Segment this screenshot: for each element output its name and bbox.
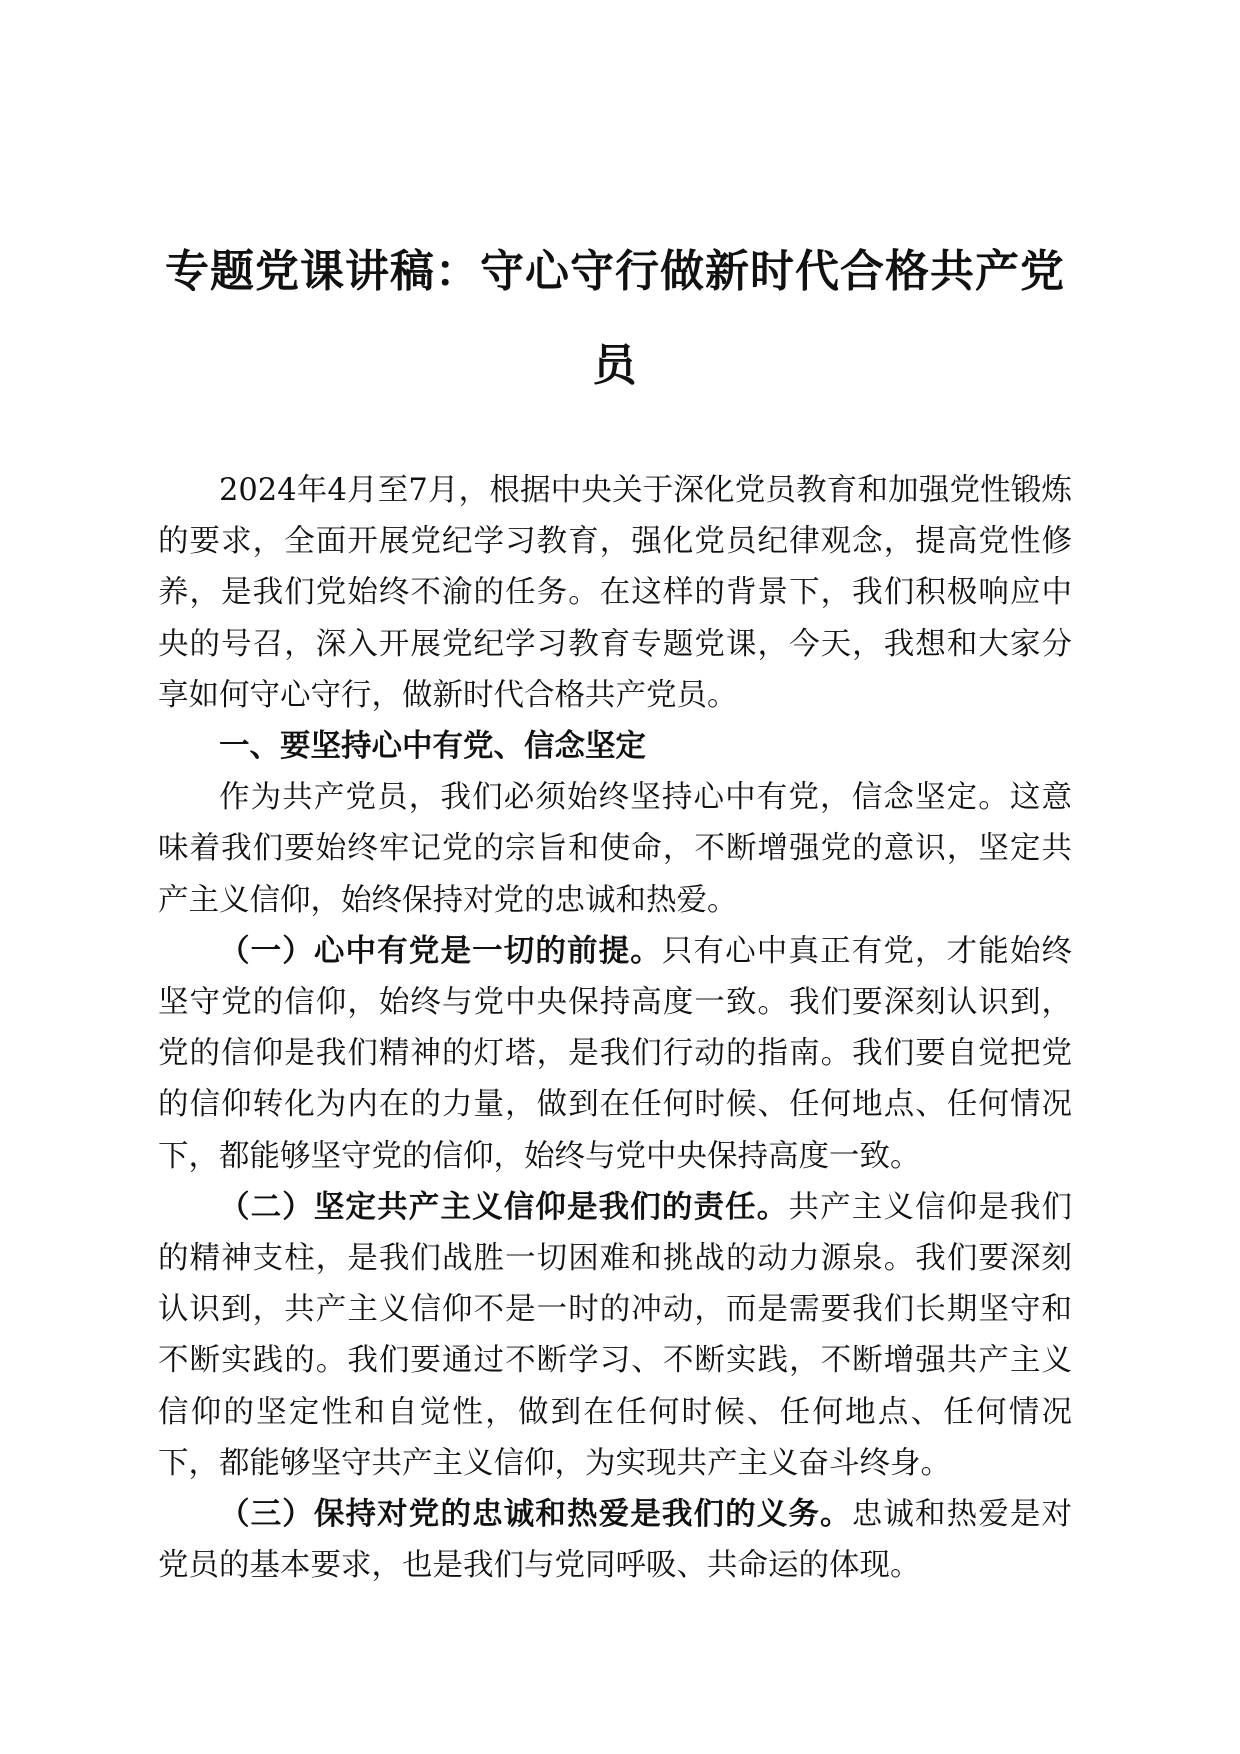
subsection-paragraph-2 xyxy=(158,1182,1072,1489)
subsection-text-2: 共产主义信仰是我们的精神支柱，是我们战胜一切困难和挑战的动力源泉。我们要深刻认识到，共产主义信仰不是一时的冲动，而是需要我们长期坚守和不断实践的。我们要通过不断学习、不断实践，不断增强共产主义信仰的坚定性和自觉性，做到在任何时候、任何地点、任何情况下，都能够坚守共产主义信仰，为实现共产主义奋斗终身。 xyxy=(158,1189,1073,1481)
subsection-text-1: 只有心中真正有党，才能始终坚守党的信仰，始终与党中央保持高度一致。我们要深刻认识到，党的信仰是我们精神的灯塔，是我们行动的指南。我们要自觉把党的信仰转化为内在的力量，做到在任何时候、任何地点、任何情况下，都能够坚守党的信仰，始终与党中央保持高度一致。 xyxy=(158,933,1073,1174)
intro-paragraph: 2024年4月至7月，根据中央关于深化党员教育和加强党性锻炼的要求，全面开展党纪学习教育，强化党员纪律观念，提高党性修养，是我们党始终不渝的任务。在这样的背景下，我们积极响应中央的号召，深入开展党纪学习教育专题党课，今天，我想和大家分享如何守心守行，做新时代合格共产党员。 xyxy=(158,473,1072,713)
section-heading-1: 一、要坚持心中有党、信念坚定 xyxy=(219,729,646,765)
document-title: 专题党课讲稿：守心守行做新时代合格共产党员 xyxy=(165,246,1065,391)
document-body xyxy=(158,465,1072,1591)
subsection-paragraph-3 xyxy=(158,1489,1072,1591)
subsection-paragraph-1 xyxy=(158,926,1072,1182)
subsection-lead-2: （二）坚定共产主义信仰是我们的责任。 xyxy=(219,1188,789,1225)
subsection-lead-1: （一）心中有党是一切的前提。 xyxy=(219,932,662,969)
subsection-lead-3: （三）保持对党的忠诚和热爱是我们的义务。 xyxy=(219,1496,852,1533)
subsection-text-3: 忠诚和热爱是对党员的基本要求，也是我们与党同呼吸、共命运的体现。 xyxy=(158,1497,1073,1584)
section-1-paragraph: 作为共产党员，我们必须始终坚持心中有党，信念坚定。这意味着我们要始终牢记党的宗旨和使命，不断增强党的意识，坚定共产主义信仰，始终保持对党的忠诚和热爱。 xyxy=(158,780,1072,918)
